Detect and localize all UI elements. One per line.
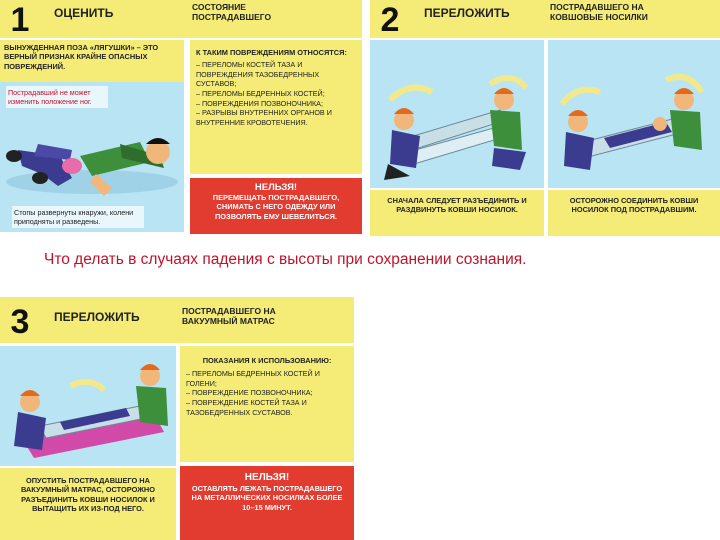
stretcher-separate-illustration <box>370 40 544 188</box>
panel3-subtitle: ПОСТРАДАВШЕГО НА ВАКУУМНЫЙ МАТРАС <box>182 306 276 326</box>
panel3-number: 3 <box>10 303 30 341</box>
indication-item: – ПЕРЕЛОМЫ БЕДРЕННЫХ КОСТЕЙ И ГОЛЕНИ; <box>186 369 320 388</box>
panel2-illustration-b <box>548 40 720 188</box>
indications-list <box>186 369 348 417</box>
panel2-step-b-text: ОСТОРОЖНО СОЕДИНИТЬ КОВШИ НОСИЛОК ПОД ПОСТРАДАВШИМ. <box>569 196 699 215</box>
panel3-step-box <box>0 468 176 540</box>
injury-item: – ПЕРЕЛОМЫ КОСТЕЙ ТАЗА И ПОВРЕЖДЕНИЯ ТАЗОБЕДРЕННЫХ СУСТАВОВ; <box>196 60 320 89</box>
panel1-frog-pose-text: ВЫНУЖДЕННАЯ ПОЗА «ЛЯГУШКИ» – ЭТО ВЕРНЫЙ ПРИЗНАК КРАЙНЕ ОПАСНЫХ ПОВРЕЖДЕНИЙ. <box>4 43 159 71</box>
panel1-warning-box <box>190 178 362 234</box>
panel1-title: ОЦЕНИТЬ <box>54 6 114 20</box>
panel3-illustration <box>0 346 176 466</box>
panel3-step-text: ОПУСТИТЬ ПОСТРАДАВШЕГО НА ВАКУУМНЫЙ МАТРАС, ОСТОРОЖНО РАЗЪЕДИНИТЬ КОВШИ НОСИЛОК И ВЫТАЩИТЬ ИХ ИЗ-ПОД НЕГО. <box>20 476 156 513</box>
indication-item: – ПОВРЕЖДЕНИЕ ПОЗВОНОЧНИКА; <box>186 388 313 398</box>
indication-item: – ПОВРЕЖДЕНИЕ КОСТЕЙ ТАЗА И ТАЗОБЕДРЕННЫХ СУСТАВОВ. <box>186 398 307 417</box>
indications-title: ПОКАЗАНИЯ К ИСПОЛЬЗОВАНИЮ: <box>202 356 332 365</box>
injuries-list <box>196 60 356 127</box>
panel1-note-feet: Стопы развернуты кнаружи, колени приподняты и разведены. <box>12 206 144 228</box>
panel3-warning-title: НЕЛЬЗЯ! <box>244 472 290 483</box>
panel2-step-a-box <box>370 190 544 236</box>
panel2-title: ПЕРЕЛОЖИТЬ <box>424 6 510 20</box>
injuries-title: К ТАКИМ ПОВРЕЖДЕНИЯМ ОТНОСЯТСЯ: <box>196 48 347 57</box>
panel2-number: 2 <box>380 1 400 39</box>
panel2-step-b-box <box>548 190 720 236</box>
panel3-warning-box <box>180 466 354 540</box>
panel1-illustration <box>0 82 184 232</box>
panel2-illustration-a <box>370 40 544 188</box>
panel2-step-a-text: СНАЧАЛА СЛЕДУЕТ РАЗЪЕДИНИТЬ И РАЗДВИНУТЬ КОВШИ НОСИЛОК. <box>387 196 527 215</box>
panel3-warning-text: ОСТАВЛЯТЬ ЛЕЖАТЬ ПОСТРАДАВШЕГО НА МЕТАЛЛИЧЕСКИХ НОСИЛКАХ БОЛЕЕ 10–15 МИНУТ. <box>191 484 343 512</box>
vacuum-mattress-illustration <box>0 346 176 466</box>
injury-item: – РАЗРЫВЫ ВНУТРЕННИХ ОРГАНОВ И ВНУТРЕННИЕ КРОВОТЕЧЕНИЯ. <box>196 108 332 127</box>
stretcher-join-illustration <box>548 40 720 188</box>
panel1-frog-pose-box <box>0 40 184 82</box>
injury-item: – ПОВРЕЖДЕНИЯ ПОЗВОНОЧНИКА; <box>196 98 323 108</box>
page-caption: Что делать в случаях падения с высоты при сохранении сознания. <box>44 251 527 268</box>
panel1-warning-text: ПЕРЕМЕЩАТЬ ПОСТРАДАВШЕГО, СНИМАТЬ С НЕГО ОДЕЖДУ ИЛИ ПОЗВОЛЯТЬ ЕМУ ШЕВЕЛИТЬСЯ. <box>212 193 340 221</box>
panel3-title: ПЕРЕЛОЖИТЬ <box>54 310 140 324</box>
panel1-note-legs: Пострадавший не может изменить положение ног. <box>6 86 108 108</box>
panel2-subtitle: ПОСТРАДАВШЕГО НА КОВШОВЫЕ НОСИЛКИ <box>550 2 648 22</box>
lying-victim-illustration <box>0 104 184 204</box>
panel1-subtitle: СОСТОЯНИЕ ПОСТРАДАВШЕГО <box>192 2 272 22</box>
injury-item: – ПЕРЕЛОМЫ БЕДРЕННЫХ КОСТЕЙ; <box>196 89 325 99</box>
panel1-number: 1 <box>10 1 30 39</box>
panel3-indications-box <box>180 346 354 462</box>
panel1-warning-title: НЕЛЬЗЯ! <box>254 182 298 193</box>
panel1-injuries-box <box>190 40 362 174</box>
